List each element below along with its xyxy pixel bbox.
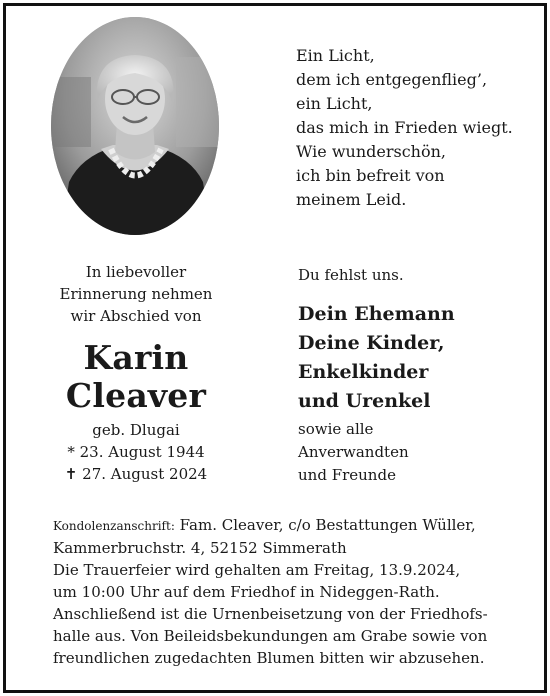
intro-line: In liebevoller bbox=[85, 263, 187, 281]
poem-line: ein Licht, bbox=[296, 94, 373, 113]
service-line: Die Trauerfeier wird gehalten am Freitag, 13.9.2024, bbox=[53, 561, 461, 579]
last-name: Cleaver bbox=[65, 376, 207, 415]
condolence-address-1: Fam. Cleaver, c/o Bestattungen Wüller, bbox=[179, 516, 476, 534]
poem bbox=[296, 44, 526, 212]
poem-line: das mich in Frieden wiegt. bbox=[296, 118, 513, 137]
poem-line: meinem Leid. bbox=[296, 190, 407, 209]
star-icon: * bbox=[67, 443, 75, 461]
deceased-name bbox=[30, 339, 242, 415]
death-date-row bbox=[30, 463, 242, 485]
birth-date: 23. August 1944 bbox=[79, 443, 205, 461]
cross-icon: ✝ bbox=[64, 465, 78, 483]
poem-line: Wie wunderschön, bbox=[296, 142, 446, 161]
service-line: um 10:00 Uhr auf dem Friedhof in Nideggen-Rath. bbox=[53, 583, 440, 601]
footer-info bbox=[53, 514, 527, 669]
family-list bbox=[298, 300, 455, 416]
first-name: Karin bbox=[83, 338, 189, 377]
birth-date-row bbox=[30, 441, 242, 463]
poem-line: ich bin befreit von bbox=[296, 166, 445, 185]
others-line: sowie alle bbox=[298, 420, 374, 438]
service-line: Anschließend ist die Urnenbeisetzung von der Friedhofs- bbox=[53, 605, 488, 623]
life-dates bbox=[30, 441, 242, 485]
intro-text bbox=[30, 261, 242, 327]
birth-name: geb. Dlugai bbox=[92, 421, 180, 439]
poem-line: Ein Licht, bbox=[296, 46, 375, 65]
portrait-photo bbox=[51, 17, 219, 235]
missed-text: Du fehlst uns. bbox=[298, 266, 404, 284]
condolence-address-2: Kammerbruchstr. 4, 52152 Simmerath bbox=[53, 539, 347, 557]
intro-line: wir Abschied von bbox=[70, 307, 202, 325]
condolence-label: Kondolenzanschrift: bbox=[53, 519, 175, 533]
others-line: Anverwandten bbox=[298, 443, 409, 461]
death-date: 27. August 2024 bbox=[82, 465, 208, 483]
family-member: Dein Ehemann bbox=[298, 303, 455, 325]
poem-line: dem ich entgegenflieg’, bbox=[296, 70, 488, 89]
family-member: und Urenkel bbox=[298, 390, 431, 412]
intro-line: Erinnerung nehmen bbox=[59, 285, 213, 303]
family-member: Deine Kinder, bbox=[298, 332, 445, 354]
family-member: Enkelkinder bbox=[298, 361, 429, 383]
others-line: und Freunde bbox=[298, 466, 396, 484]
service-line: halle aus. Von Beileidsbekundungen am Grabe sowie von bbox=[53, 627, 488, 645]
others-list bbox=[298, 418, 409, 487]
condolence-line bbox=[53, 514, 527, 537]
service-line: freundlichen zugedachten Blumen bitten wir abzusehen. bbox=[53, 649, 485, 667]
